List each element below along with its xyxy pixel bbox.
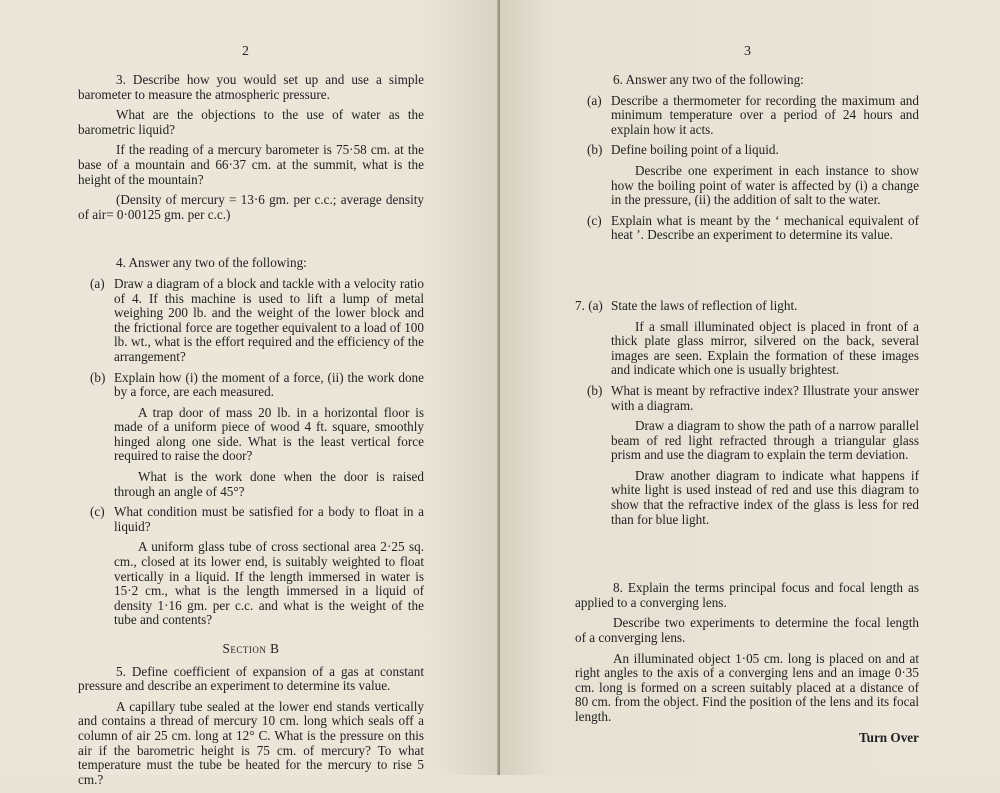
question-4c [90,505,424,534]
question-3-text: 3. Describe how you would set up and use a simple barometer to measure the atmospheric pressure. [78,72,424,102]
question-4b-trap-door: A trap door of mass 20 lb. in a horizontal floor is made of a uniform piece of wood 4 ft. square, smoothly hinged along one side. What is the least vertical force required to raise the door? [114,404,424,464]
part-label: (c) [90,504,105,520]
question-6a [587,94,919,138]
left-page [0,0,500,787]
part-text: Explain how (i) the moment of a force, (ii) the work done by a force, are each measured. [114,369,424,400]
question-4b [90,371,424,400]
question-3-objections: What are the objections to the use of water as the barometric liquid? [78,107,424,137]
part-label: 7. (a) [575,297,603,313]
question-5-capillary: A capillary tube sealed at the lower end stands vertically and contains a thread of mercury 10 cm. long which seals off a column of air 25 cm. long at 12° C. What is the pressure on this air if the barometric height is 75 cm. of mercury? To what temperature must the tube be heated for the mercury to rise 5 cm.? [78,698,424,787]
question-7a [575,299,919,314]
turn-over-label: Turn Over [859,729,919,745]
left-column [78,73,424,793]
question-8-experiments: Describe two experiments to determine the focal length of a converging lens. [575,615,919,646]
question-7a-mirror: If a small illuminated object is placed in front of a thick plate glass mirror, silvered on the back, several images are seen. Explain the formation of these images and indicate which one is usually brightest. [611,318,919,378]
question-6b [587,143,919,158]
question-4c-glass-tube: A uniform glass tube of cross sectional area 2·25 sq. cm., closed at its lower end, is suitably weighted to float vertically in a liquid. If the length immersed in water is 15·2 cm., what is the length immersed in a liquid of density 1·16 gm. per c.c. and what is the weight of the tube and contents? [114,539,424,628]
page-number: 3 [744,44,751,59]
question-7b [587,384,919,413]
question-6c [587,214,919,243]
question-6-intro: 6. Answer any two of the following: [613,72,804,87]
question-6b-experiment: Describe one experiment in each instance to show how the boiling point of water is affected by (i) a change in the pressure, (ii) the addition of salt to the water. [611,162,919,208]
question-3-data: (Density of mercury = 13·6 gm. per c.c.; average density of air= 0·00125 gm. per c.c.) [78,192,424,222]
page-number: 2 [242,44,249,59]
part-text: Draw a diagram of a block and tackle with a velocity ratio of 4. If this machine is used to lift a lump of metal weighing 200 lb. and the weight of the lower block and the frictional force are together equivalent to a load of 100 lb. wt., what is the effort required and the efficiency of the arrangement? [114,275,424,364]
part-text: What condition must be satisfied for a body to float in a liquid? [114,504,424,534]
question-4b-work-done: What is the work done when the door is raised through an angle of 45°? [114,469,424,499]
part-label: (b) [587,382,603,398]
question-7b-prism: Draw a diagram to show the path of a narrow parallel beam of red light refracted through a triangular glass prism and use the diagram to explain the term deviation. [611,418,919,463]
question-7b-white-light: Draw another diagram to indicate what happens if white light is used instead of red and use this diagram to show that the refractive index of the glass is less for red than for blue light. [611,467,919,527]
part-label: (a) [587,92,602,108]
question-5-text: 5. Define coefficient of expansion of a gas at constant pressure and describe an experiment to determine its value. [78,663,424,694]
right-column [575,73,919,745]
part-text: What is meant by refractive index? Illustrate your answer with a diagram. [611,382,919,413]
part-label: (b) [587,142,603,158]
part-label: (b) [90,369,106,385]
part-text: Describe a thermometer for recording the maximum and minimum temperature over a period of 24 hours and explain how it acts. [611,92,919,137]
part-label: (a) [90,275,105,291]
question-8-calculation: An illuminated object 1·05 cm. long is placed on and at right angles to the axis of a converging lens and an image 0·35 cm. long is formed on a screen suitably placed at a distance of 80 cm. from the object. Find the position of the lens and its focal length. [575,650,919,724]
part-text: State the laws of reflection of light. [611,297,798,313]
question-3-calculation: If the reading of a mercury barometer is 75·58 cm. at the base of a mountain and 66·37 cm. at the summit, what is the height of the mountain? [78,142,424,187]
question-8-text: 8. Explain the terms principal focus and focal length as applied to a converging lens. [575,580,919,610]
right-page [500,0,1000,775]
part-text: Define boiling point of a liquid. [611,142,779,158]
part-text: Explain what is meant by the ‘ mechanical equivalent of heat ’. Describe an experiment to determine its value. [611,212,919,243]
question-4-intro: 4. Answer any two of the following: [116,255,307,271]
part-label: (c) [587,212,602,228]
question-4a [90,277,424,365]
section-heading: Section B [222,641,280,656]
